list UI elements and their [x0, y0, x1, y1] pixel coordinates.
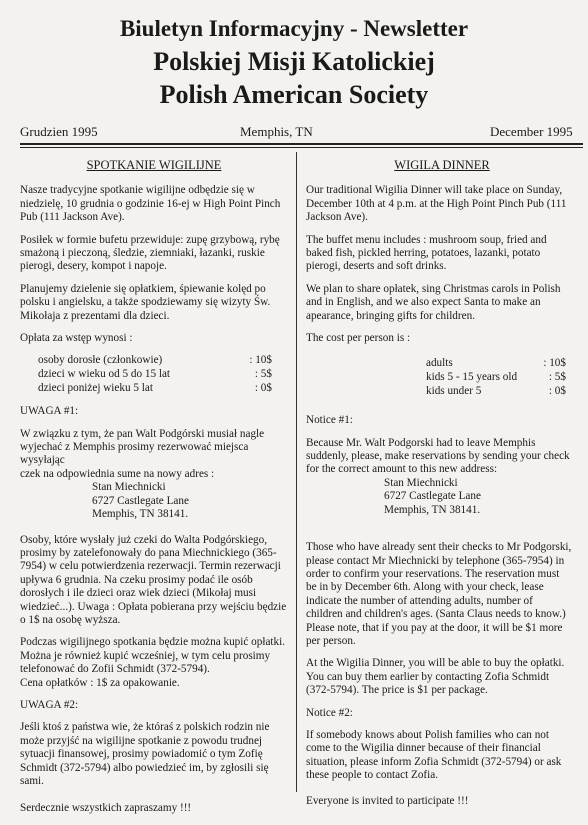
- polish-note1-text: W związku z tym, że pan Walt Podgórski musiał nagle wyjechać z Memphis prosimy rezerwować miejsca wysyłając czek na odpowiednia sume na nowy adres :: [20, 427, 265, 480]
- address-line: Stan Miechnicki: [384, 476, 458, 489]
- english-address: [306, 477, 578, 517]
- price-row: [20, 382, 288, 396]
- price-value: : 0$: [254, 381, 272, 394]
- address-line: 6727 Castlegate Lane: [384, 490, 481, 503]
- masthead-society: Polish American Society: [159, 80, 429, 109]
- rule-thick: [20, 143, 583, 145]
- english-note1-text: Because Mr. Walt Podgorski had to leave Memphis suddenly, please, make reservations by sending your check for the correct amount to this new address:: [306, 436, 570, 476]
- address-line: Memphis, TN 38141.: [92, 508, 189, 521]
- masthead-subtitle: Polskiej Misji Katolickiej: [153, 47, 435, 76]
- polish-closing: Serdecznie wszystkich zapraszamy !!!: [20, 802, 192, 815]
- address-line: 6727 Castlegate Lane: [92, 494, 189, 507]
- english-note1-title: Notice #1:: [306, 414, 353, 427]
- column-polish: [20, 159, 288, 825]
- polish-note1-title: UWAGA #1:: [20, 405, 79, 418]
- price-row: [306, 357, 578, 371]
- price-row: [20, 368, 288, 382]
- dateline-location: Memphis, TN: [240, 124, 313, 139]
- price-label: kids 5 - 15 years old: [426, 371, 518, 384]
- polish-oplatki-info: Podczas wigilijnego spotkania będzie można kupić opłatki. Można je również kupić wcześniej, w tym celu prosimy telefonować do Zofii Schmidt (372-5794). Cena opłatków : 1$ za opakowanie.: [20, 636, 286, 689]
- english-heading: WIGILA DINNER: [394, 158, 490, 172]
- english-price-intro: The cost per person is :: [306, 332, 411, 345]
- polish-program: Planujemy dzielenie się opłatkiem, śpiewanie kolęd po polsku i angielsku, a także spodziewamy się wizyty Św. Mikołaja z prezentami dla dzieci.: [20, 282, 271, 322]
- polish-heading: SPOTKANIE WIGILIJNE: [86, 158, 222, 172]
- english-note2-title: Notice #2:: [306, 706, 353, 719]
- english-note2-text: If somebody knows about Polish families who can not come to the Wigilia dinner because of their financial situation, please inform Zofia Schmidt (372-5794) or ask these people to contact Zofia.: [306, 728, 562, 782]
- column-english: [306, 159, 578, 817]
- polish-reservation-info: Osoby, które wysłały już czeki do Walta Podgórskiego, prosimy by zatelefonowały do pana Miechnickiego (365- 7954) w celu potwierdzenia rezerwacji. Termin rezerwacji upływa 6 grudnia. Na czeku prosimy podać ile osób dorosłych i ile dzieci oraz wiek dzieci (Mikołaj musi wiedzieć...). Uwaga : Opłata pobierana przy wejściu będzie o 1$ na osobę wyższa.: [20, 533, 287, 626]
- english-price-list: [306, 357, 578, 398]
- price-label: adults: [426, 357, 453, 370]
- english-intro: Our traditional Wigilia Dinner will take place on Sunday, December 10th at 4 p.m. at the High Point Pinch Pub (111 Jackson Ave).: [306, 184, 567, 224]
- polish-address: [20, 481, 288, 521]
- price-value: : 5$: [254, 368, 272, 381]
- address-line: Memphis, TN 38141.: [384, 503, 481, 516]
- english-reservation-info: Those who have already sent their checks to Mr Podgorski, please contact Mr Miechnicki by telephone (365-7954) in order to confirm your reservations. The reservation must be in by December 6th. Along with your check, lease indicate the number of attending adults, number of children and children's ages. (Santa Claus needs to know.) Please note, that if you pay at the door, it will be $1 more per person.: [306, 541, 572, 647]
- polish-note2-text: Jeśli ktoś z państwa wie, że któraś z polskich rodzin nie może przyjść na wigilijne spotkanie z powodu trudnej sytuacji finansowej, prosimy powiadomić o tym Zofię Schmidt (372-5794) albo powiedzieć im, by zgłosili się sami.: [20, 721, 270, 787]
- english-menu: The buffet menu includes : mushroom soup, fried and baked fish, pickled herring, potatoes, lazanki, potato pierogi, deserts and soft drinks.: [306, 233, 547, 273]
- price-value: : 10$: [249, 354, 272, 367]
- price-row: [20, 354, 288, 368]
- polish-price-intro: Opłata za wstęp wynosi :: [20, 332, 133, 345]
- dateline-polish-date: Grudzien 1995: [20, 124, 98, 139]
- dateline-english-date: December 1995: [490, 124, 573, 139]
- price-value: : 0$: [548, 384, 566, 397]
- english-closing: Everyone is invited to participate !!!: [306, 794, 469, 807]
- english-oplatki-info: At the Wigilia Dinner, you will be able to buy the opłatki. You can buy them earlier by contacting Zofia Schmidt (372-5794). The price is $1 per package.: [306, 657, 565, 697]
- english-program: We plan to share opłatek, sing Christmas carols in Polish and in English, and we also expect Santa to make an apearance, bringing gifts for children.: [306, 282, 561, 322]
- rule-thin: [20, 147, 583, 148]
- polish-intro: Nasze tradycyjne spotkanie wigilijne odbędzie się w niedzielę, 10 grudnia o godzinie 16-ej w High Point Pinch Pub (111 Jackson Ave).: [20, 184, 281, 224]
- price-label: kids under 5: [426, 384, 482, 397]
- price-value: : 5$: [548, 371, 566, 384]
- price-label: dzieci w wieku od 5 do 15 lat: [38, 368, 171, 381]
- price-label: dzieci poniżej wieku 5 lat: [38, 381, 153, 394]
- price-value: : 10$: [543, 357, 566, 370]
- price-label: osoby dorosłe (członkowie): [38, 354, 163, 367]
- price-row: [306, 385, 578, 399]
- polish-price-list: [20, 354, 288, 395]
- polish-menu: Posiłek w formie bufetu przewiduje: zupę grzybową, rybę smażoną i pieczoną, śledzie, ziemniaki, łazanki, ruskie pierogi, desery, kompot i napoje.: [20, 233, 280, 273]
- price-row: [306, 371, 578, 385]
- masthead-title: Biuletyn Informacyjny - Newsletter: [119, 16, 469, 41]
- address-line: Stan Miechnicki: [92, 481, 166, 494]
- column-divider: [296, 152, 297, 792]
- polish-note2-title: UWAGA #2:: [20, 698, 79, 711]
